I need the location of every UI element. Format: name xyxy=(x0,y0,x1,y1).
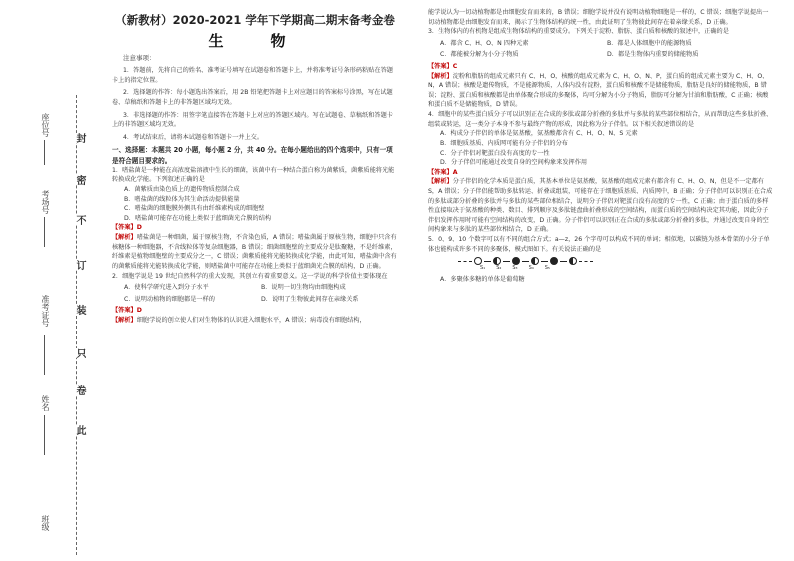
chain-bond xyxy=(503,261,510,262)
binding-label-mi: 密 xyxy=(74,175,85,185)
exam-room-line xyxy=(44,217,45,247)
answer: 【答案】A xyxy=(428,168,458,176)
binding-label-juan: 卷 xyxy=(74,385,85,395)
ticket-number-label: 准考证号 xyxy=(41,295,50,327)
binding-label-zhi: 只 xyxy=(74,348,85,358)
monomer-circle xyxy=(474,257,482,265)
left-column xyxy=(112,12,398,326)
explanation xyxy=(428,177,774,235)
explanation-continued: 能学说认为一切动植物都是由细胞发育而来的，B 错误；细胞学说并没有说明动植物细胞是一样的，C 错误；细胞学说提出一切动植物都是由细胞发育而来，揭示了生物体结构的统一性，由此证明了生物彼此间存在着亲缘关系，D 正确。 xyxy=(428,9,769,26)
chain-bond xyxy=(560,261,567,262)
right-column xyxy=(428,8,774,285)
option: A．多聚体多糖的单体是葡萄糖 xyxy=(440,275,525,283)
seat-number-label: 座位号 xyxy=(41,113,50,137)
question-1 xyxy=(112,166,398,272)
binding-label-bu: 不 xyxy=(74,215,85,225)
notice-block xyxy=(112,53,398,142)
explanation-label: 【解析】 xyxy=(112,316,137,324)
question-stem: 2．细胞学说是 19 世纪自然科学的重大发现，其创立有着重要意义。这一学说的科学价值主要体现在 xyxy=(112,272,388,280)
chain-dash xyxy=(579,261,593,262)
option: B．嗜盐菌的线粒体为其生命活动提供能量 xyxy=(124,195,240,203)
question-stem: 5．0、9、10 个数字可以有不同的组合方式；a—z，26 个字母可以构成不同的单词；相似地，以碳链为基本骨架的小分子单体也能构成许多不同的多聚体，模式图如下。有关说法正确的是 xyxy=(428,236,770,253)
question-stem: 1．嗜盐菌是一种能在高浓度盐溶液中生长的细菌，该菌中有一种结合蛋白称为菌紫质，菌紫质能将光能转换成化学能。下列叙述正确的是 xyxy=(112,166,395,184)
exam-title: （新教材）2020-2021 学年下学期高二期末备考金卷 xyxy=(115,13,395,27)
chain-bond xyxy=(541,261,548,262)
option: D．嗜盐菌可能存在功能上类似于蓝细菌光合膜的结构 xyxy=(124,214,272,222)
option-row xyxy=(428,50,774,60)
option: C．嗜盐菌的细胞膜外侧具有由纤维素构成的细胞壁 xyxy=(124,205,265,213)
explanation-label: 【解析】 xyxy=(428,178,453,186)
binding-dashed-line xyxy=(76,95,77,555)
answer: 【答案】D xyxy=(112,224,142,232)
notice-item: 3．非选择题的作答：用签字笔直接答在答题卡上对应的答题区域内。写在试题卷、草稿纸和答题卡上的非答题区域均无效。 xyxy=(112,111,393,129)
question-5 xyxy=(428,235,774,285)
monomer-circle xyxy=(531,257,539,265)
option: D．都是生物体内重要的储能物质 xyxy=(607,51,699,59)
explanation xyxy=(112,233,398,271)
class-label: 班级 xyxy=(41,515,50,531)
figure-label: S₄ xyxy=(528,265,534,272)
figure-label: S₅ xyxy=(544,265,550,272)
explanation-text: 细胞学说的创立使人们对生物体的认识进入细胞水平，A 错误；病毒没有细胞结构， xyxy=(136,316,366,324)
binding-label-zhuang: 装 xyxy=(74,305,85,315)
chain-dash xyxy=(458,261,472,262)
question-stem: 4．细胞中的某些蛋白质分子可以识别正在合成的多肽或部分折叠的多肽并与多肽的某些部位相结合，从而帮助这些多肽折叠、组装或转运，这一类分子本身不参与最终产物的形成，因此称为分子伴侣。以下相关叙述错误的是 xyxy=(428,111,773,128)
section-heading: 一、选择题：本题共 20 小题，每小题 2 分，共 40 分。在每小题给出的四个选项中，只有一项是符合题目要求的。 xyxy=(112,146,393,165)
monomer-circle xyxy=(512,257,520,265)
binding-strip xyxy=(10,95,115,555)
polymer-figure xyxy=(428,257,774,265)
monomer-circle xyxy=(550,257,558,265)
chain-bond xyxy=(484,261,491,262)
option: C．分子伴侣对靶蛋白没有高度的专一性 xyxy=(440,149,550,157)
question-3 xyxy=(428,27,774,110)
notice-item: 2．选择题的作答：每小题选出答案后，用 2B 铅笔把答题卡上对应题目的答案标号涂黑，写在试题卷、草稿纸和答题卡上的非答题区域均无效。 xyxy=(112,89,393,106)
notice-heading: 注意事项： xyxy=(123,54,156,63)
answer: 【答案】D xyxy=(112,307,142,315)
notice-item: 1．答题前，先将自己的姓名、准考证号填写在试题卷和答题卡上，并将准考证号条形码粘贴在答题卡上的指定位置。 xyxy=(112,67,393,84)
name-line xyxy=(44,415,45,455)
option: A．菌紫质由染色质上的遗传物质控制合成 xyxy=(124,186,240,194)
binding-label-feng: 封 xyxy=(74,133,85,143)
explanation xyxy=(112,316,398,326)
figure-label: S₁ xyxy=(480,265,486,272)
exam-subject: 生 物 xyxy=(208,31,302,50)
figure-labels xyxy=(428,265,774,273)
option-row xyxy=(428,39,774,49)
explanation xyxy=(428,72,774,110)
exam-room-label: 考场号 xyxy=(41,190,50,214)
question-2 xyxy=(112,272,398,326)
binding-label-ci: 此 xyxy=(74,425,85,435)
ticket-number-line xyxy=(44,335,45,375)
option: C．说明动植物的细胞都是一样的 xyxy=(124,295,215,303)
explanation-text: 嗜盐菌是一种细菌，属于原核生物，不含染色质，A 错误；嗜盐菌属于原核生物，细胞中只含有核糖体一种细胞器，不含线粒体等复杂细胞器，B 错误；细菌细胞壁的主要成分是肽聚糖，不是纤维素，纤维素是植物细胞壁的主要成分之一，C 错误；菌紫质能将光能转换成化学能，由此可知，嗜盐菌中含有的菌紫质能将光能转换成化学能，则嗜盐菌中可能存在功能上类似于蓝细菌光合膜的结构，D 正确。 xyxy=(112,234,397,270)
option: B．细胞质基质、内质网可能有分子伴侣的分布 xyxy=(440,139,568,147)
option-row xyxy=(112,283,398,293)
name-label: 姓名 xyxy=(41,395,50,411)
option: D．分子伴侣可能通过改变自身的空间构象来发挥作用 xyxy=(440,159,588,167)
chain-bond xyxy=(522,261,529,262)
monomer-circle xyxy=(493,257,501,265)
seat-number-line xyxy=(44,140,45,165)
option: D．说明了生物彼此间存在亲缘关系 xyxy=(261,295,359,303)
explanation-label: 【解析】 xyxy=(112,234,137,242)
option-row xyxy=(112,295,398,305)
figure-label: S₃ xyxy=(512,265,518,272)
explanation-text: 分子伴侣的化学本质是蛋白质，其基本单位是氨基酸，氨基酸的组成元素有都含有 C、H、O、N，但是不一定都有 S，A 错误；分子伴侣能帮助多肽转运、折叠或组装，可能存在于细胞质基质、内质网中，B 正确；分子伴侣可以识别正在合成的多肽或部分折叠的多肽并与多肽的某些部位相结合，说明分子伴侣对靶蛋白没有高度的专一性，C 正确；由于蛋白质的多样性直接取决于氨基酸的种类、数目、排列顺序及多肽链盘曲折叠形成的空间结构，而蛋白质的空间结构决定其功能，因此分子伴侣发挥作用时可能有空间结构的改变，D 正确。分子伴侣可以识别正在合成的多肽或部分折叠的多肽，并通过改变自身的空间构象来与多肽的某些部位相结合，D 正确。 xyxy=(428,178,773,234)
option: A．都含 C、H、O、N 四种元素 xyxy=(440,39,529,47)
explanation-text: 淀粉和脂肪的组成元素只有 C、H、O，核酸的组成元素为 C、H、O、N、P，蛋白质的组成元素主要为 C、H、O、N，A 错误；核酸是遗传物质，不是能源物质，人体内没有淀粉，蛋白质和核酸不是储能物质，脂肪是良好的储能物质，B 错误；淀粉、蛋白质和核酸都是由单体聚合形成的多聚体，均可分解为小分子物质，脂肪可分解为甘油和脂肪酸，C 正确；核酸和蛋白质不是储能物质，D 错误。 xyxy=(428,72,769,109)
notice-item: 4．考试结束后，请将本试题卷和答题卡一并上交。 xyxy=(123,133,264,141)
question-stem: 3．生物体内的有机物是组成生物体结构的重要成分。下列关于淀粉、脂肪、蛋白质和核酸的叙述中，正确的是 xyxy=(428,28,729,36)
option: B．都是人体细胞中的能源物质 xyxy=(607,39,692,47)
monomer-circle xyxy=(569,257,577,265)
binding-label-ding: 订 xyxy=(74,260,85,270)
option: A．使科学研究进入到分子水平 xyxy=(124,284,209,292)
figure-label: S₂ xyxy=(496,265,502,272)
question-4 xyxy=(428,110,774,235)
explanation-label: 【解析】 xyxy=(428,72,453,80)
answer: 【答案】C xyxy=(428,63,458,71)
option: C．都能被分解为小分子物质 xyxy=(440,51,519,59)
option: A．构成分子伴侣的单体是氨基酸，氨基酸都含有 C、H、O、N、S 元素 xyxy=(440,130,638,138)
option: B．说明一切生物均由细胞构成 xyxy=(261,284,346,292)
